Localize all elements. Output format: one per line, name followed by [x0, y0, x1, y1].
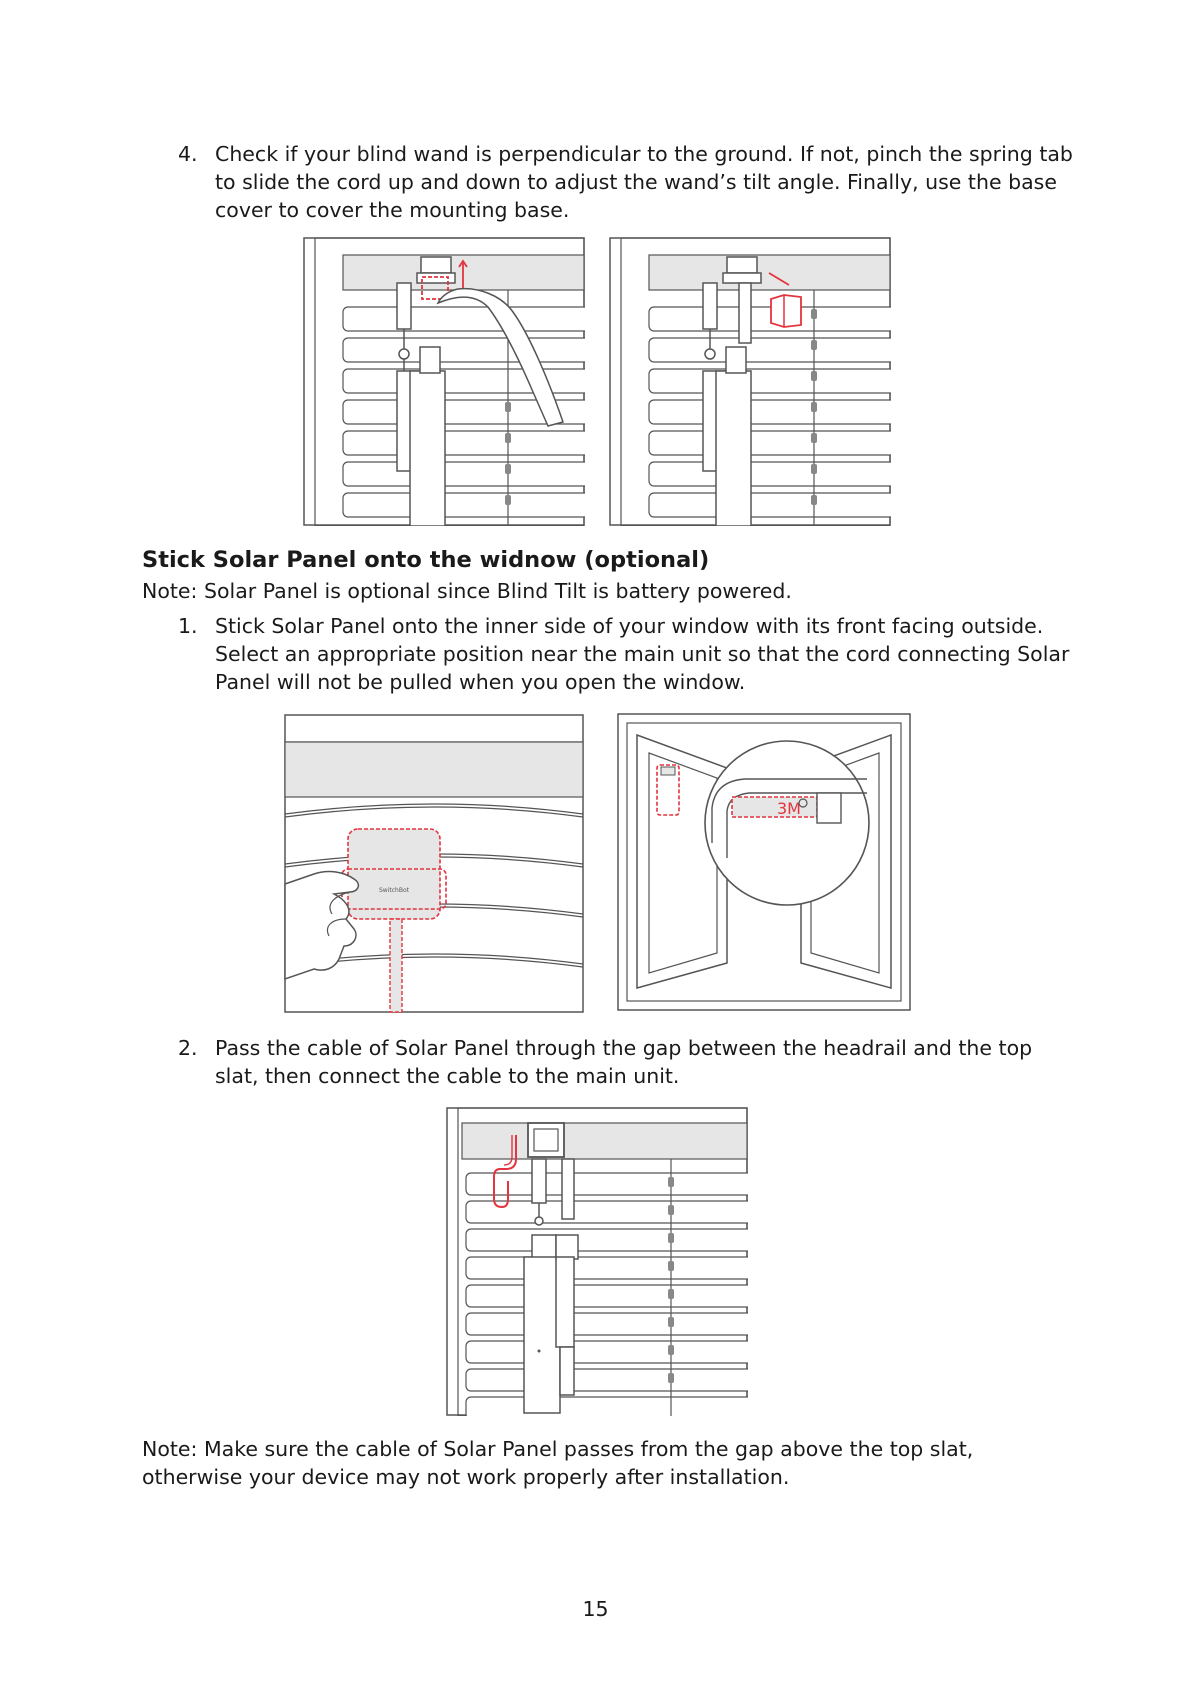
bottom-note-line-2: otherwise your device may not work properly after installation. — [142, 1465, 790, 1489]
step-4-text-line-1: Check if your blind wand is perpendicular to the ground. If not, pinch the spring tab — [215, 142, 1073, 166]
bottom-note-line-1: Note: Make sure the cable of Solar Panel passes from the gap above the top slat, — [142, 1437, 974, 1461]
step-1-text-line-3: Panel will not be pulled when you open the window. — [215, 670, 746, 694]
step-2-number: 2. — [178, 1036, 198, 1060]
adhesive-label: 3M — [777, 799, 801, 818]
figure-spring-tab-adjust — [303, 237, 585, 526]
figure-window-adhesive-detail — [617, 713, 911, 1011]
figure-base-cover — [609, 237, 891, 526]
step-4-text-line-3: cover to cover the mounting base. — [215, 198, 570, 222]
section-note: Note: Solar Panel is optional since Blind Tilt is battery powered. — [142, 579, 792, 603]
step-1-number: 1. — [178, 614, 198, 638]
section-heading: Stick Solar Panel onto the widnow (optional) — [142, 547, 710, 573]
panel-brand-label: SwitchBot — [379, 887, 409, 894]
figure-stick-solar-panel — [284, 714, 584, 1014]
step-1-text-line-2: Select an appropriate position near the main unit so that the cord connecting Solar — [215, 642, 1070, 666]
step-1-text-line-1: Stick Solar Panel onto the inner side of your window with its front facing outside. — [215, 614, 1044, 638]
page-number: 15 — [582, 1597, 609, 1621]
step-2-text-line-1: Pass the cable of Solar Panel through the gap between the headrail and the top — [215, 1036, 1033, 1060]
step-4-text-line-2: to slide the cord up and down to adjust the wand’s tilt angle. Finally, use the base — [215, 170, 1057, 194]
figure-connect-cable — [446, 1107, 748, 1416]
step-4-number: 4. — [178, 142, 198, 166]
step-2-text-line-2: slat, then connect the cable to the main unit. — [215, 1064, 680, 1088]
